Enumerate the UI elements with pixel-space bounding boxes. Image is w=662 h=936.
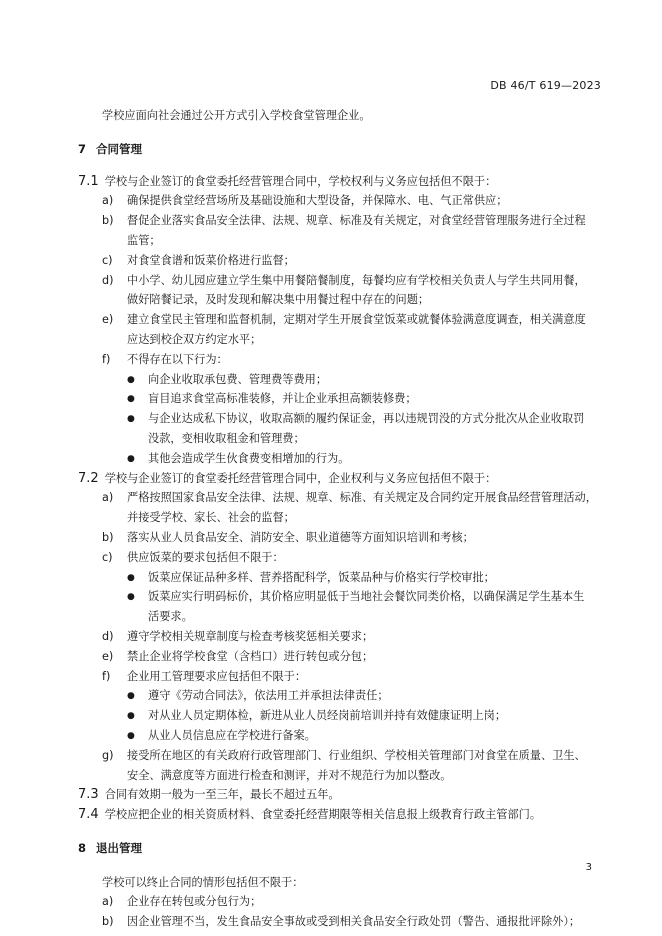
bullet-icon: ● — [127, 414, 135, 425]
page-content — [0, 106, 662, 932]
item-text: 确保提供食堂经营场所及基础设施和大型设备，并保障水、电、气正常供应； — [127, 194, 508, 208]
clause-number: 7.4 — [78, 807, 99, 823]
item-text: 遵守学校相关规章制度与检查考核奖惩相关要求； — [127, 629, 374, 643]
clause-text: 学校与企业签订的食堂委托经营管理合同中，企业权利与义务应包括但不限于： — [104, 471, 497, 485]
clause-text: 学校应把企业的相关资质材料、食堂委托经营期限等相关信息报上级教育行政主管部门。 — [104, 808, 542, 822]
item-label: e) — [102, 649, 114, 663]
bullet-text: 从业人员信息应在学校进行备案。 — [148, 728, 316, 742]
bullet-continuation: 没款，变相收取租金和管理费； — [148, 431, 305, 445]
bullet-item — [0, 568, 662, 588]
bullet-text: 盲目追求食堂高标准装修，并让企业承担高额装修费； — [148, 392, 417, 406]
bullet-item — [0, 587, 662, 607]
item-continuation: 应达到校企双方约定水平； — [127, 332, 262, 346]
bullet-item — [0, 686, 662, 706]
clause-number: 7.2 — [78, 470, 99, 486]
section-title: 合同管理 — [96, 141, 143, 156]
item-text: 因企业管理不当，发生食品安全事故或受到相关食品安全行政处罚（警告、通报批评除外）； — [127, 915, 581, 929]
document-code: DB 46/T 619—2023 — [490, 79, 601, 92]
bullet-item — [0, 370, 662, 390]
item-text: 企业存在转包或分包行为； — [127, 895, 262, 909]
item-text: 禁止企业将学校食堂（含档口）进行转包或分包； — [127, 649, 374, 663]
item-label: a) — [102, 194, 114, 208]
bullet-item — [0, 409, 662, 429]
section-number: 7 — [78, 141, 87, 156]
item-label: d) — [102, 273, 114, 287]
list-item — [0, 627, 662, 647]
bullet-icon: ● — [127, 453, 135, 464]
bullet-item — [0, 726, 662, 746]
clause-7-3 — [0, 785, 662, 805]
clause-text: 合同有效期一般为一至三年，最长不超过五年。 — [104, 788, 340, 802]
bullet-text: 其他会造成学生伙食费变相增加的行为。 — [148, 451, 350, 465]
item-label: b) — [102, 214, 114, 228]
item-label: g) — [102, 748, 114, 762]
list-item — [0, 350, 662, 370]
bullet-text: 饭菜应实行明码标价，其价格应明显低于当地社会餐饮同类价格，以确保满足学生基本生 — [148, 590, 585, 604]
clause-7-4 — [0, 805, 662, 825]
section-8-heading — [0, 839, 662, 859]
bullet-icon: ● — [127, 592, 135, 603]
item-label: c) — [102, 253, 113, 267]
clause-number: 7.3 — [78, 787, 99, 803]
item-label: b) — [102, 530, 114, 544]
list-item — [0, 667, 662, 687]
bullet-continuation: 活要求。 — [148, 610, 193, 624]
item-continuation: 监管； — [127, 233, 161, 247]
list-item — [0, 271, 662, 291]
item-label: b) — [102, 915, 114, 929]
item-label: c) — [102, 550, 113, 564]
item-text: 中小学、幼儿园应建立学生集中用餐陪餐制度，每餐均应有学校相关负责人与学生共同用餐， — [127, 273, 586, 287]
bullet-item — [0, 389, 662, 409]
section-7-heading — [0, 140, 662, 160]
list-item — [0, 251, 662, 271]
bullet-text: 对从业人员定期体检，新进从业人员经岗前培训并持有效健康证明上岗； — [148, 709, 507, 723]
bullet-icon: ● — [127, 374, 135, 385]
list-item — [0, 912, 662, 932]
intro-paragraph: 学校应面向社会通过公开方式引入学校食堂管理企业。 — [102, 109, 371, 122]
bullet-icon: ● — [127, 394, 135, 405]
bullet-icon: ● — [127, 711, 135, 722]
item-text: 落实从业人员食品安全、消防安全、职业道德等方面知识培训和考核； — [127, 530, 474, 544]
clause-7-1 — [0, 172, 662, 192]
item-continuation: 做好陪餐记录，及时发现和解决集中用餐过程中存在的问题； — [127, 293, 430, 307]
bullet-item — [0, 706, 662, 726]
page-number: 3 — [585, 862, 592, 873]
list-item — [0, 892, 662, 912]
item-text: 不得存在以下行为： — [127, 352, 228, 366]
item-text: 对食堂食谱和饭菜价格进行监督； — [127, 253, 295, 267]
bullet-icon: ● — [127, 691, 135, 702]
item-label: d) — [102, 629, 114, 643]
item-label: a) — [102, 895, 114, 909]
bullet-icon: ● — [127, 572, 135, 583]
item-continuation: 并接受学校、家长、社会的监督； — [127, 511, 295, 525]
bullet-text: 饭菜应保证品种多样、营养搭配科学，饭菜品种与价格实行学校审批； — [148, 570, 495, 584]
bullet-text: 与企业达成私下协议，收取高额的履约保证金，再以违规罚没的方式分批次从企业收取罚 — [148, 412, 585, 426]
item-text: 企业用工管理要求应包括但不限于： — [127, 669, 307, 683]
bullet-item — [0, 449, 662, 469]
list-item — [0, 746, 662, 766]
list-item — [0, 488, 662, 508]
list-item — [0, 211, 662, 231]
list-item — [0, 528, 662, 548]
item-label: f) — [102, 669, 111, 683]
item-text: 供应饭菜的要求包括但不限于： — [127, 550, 284, 564]
item-text: 接受所在地区的有关政府行政管理部门、行业组织、学校相关管理部门对食堂在质量、卫生、 — [127, 748, 586, 762]
section-8-intro: 学校可以终止合同的情形包括但不限于： — [102, 875, 304, 889]
clause-7-2 — [0, 469, 662, 489]
list-item — [0, 647, 662, 667]
list-item — [0, 548, 662, 568]
bullet-text: 遵守《劳动合同法》，依法用工并承担法律责任； — [148, 689, 389, 703]
item-text: 督促企业落实食品安全法律、法规、规章、标准及有关规定，对食堂经营管理服务进行全过程 — [127, 214, 586, 228]
item-text: 建立食堂民主管理和监督机制，定期对学生开展食堂饭菜或就餐体验满意度调查，相关满意度 — [127, 313, 586, 327]
item-text: 严格按照国家食品安全法律、法规、规章、标准、有关规定及合同约定开展食品经营管理活动， — [127, 491, 597, 505]
list-item — [0, 191, 662, 211]
item-continuation: 安全、满意度等方面进行检查和测评，并对不规范行为加以整改。 — [127, 768, 452, 782]
clause-text: 学校与企业签订的食堂委托经营管理合同中，学校权利与义务应包括但不限于： — [104, 174, 497, 188]
list-item — [0, 310, 662, 330]
item-label: f) — [102, 352, 111, 366]
section-number: 8 — [78, 840, 87, 855]
section-title: 退出管理 — [96, 840, 143, 855]
item-label: e) — [102, 313, 114, 327]
bullet-icon: ● — [127, 730, 135, 741]
bullet-text: 向企业收取承包费、管理费等费用； — [148, 372, 328, 386]
clause-number: 7.1 — [78, 173, 99, 189]
item-label: a) — [102, 491, 114, 505]
